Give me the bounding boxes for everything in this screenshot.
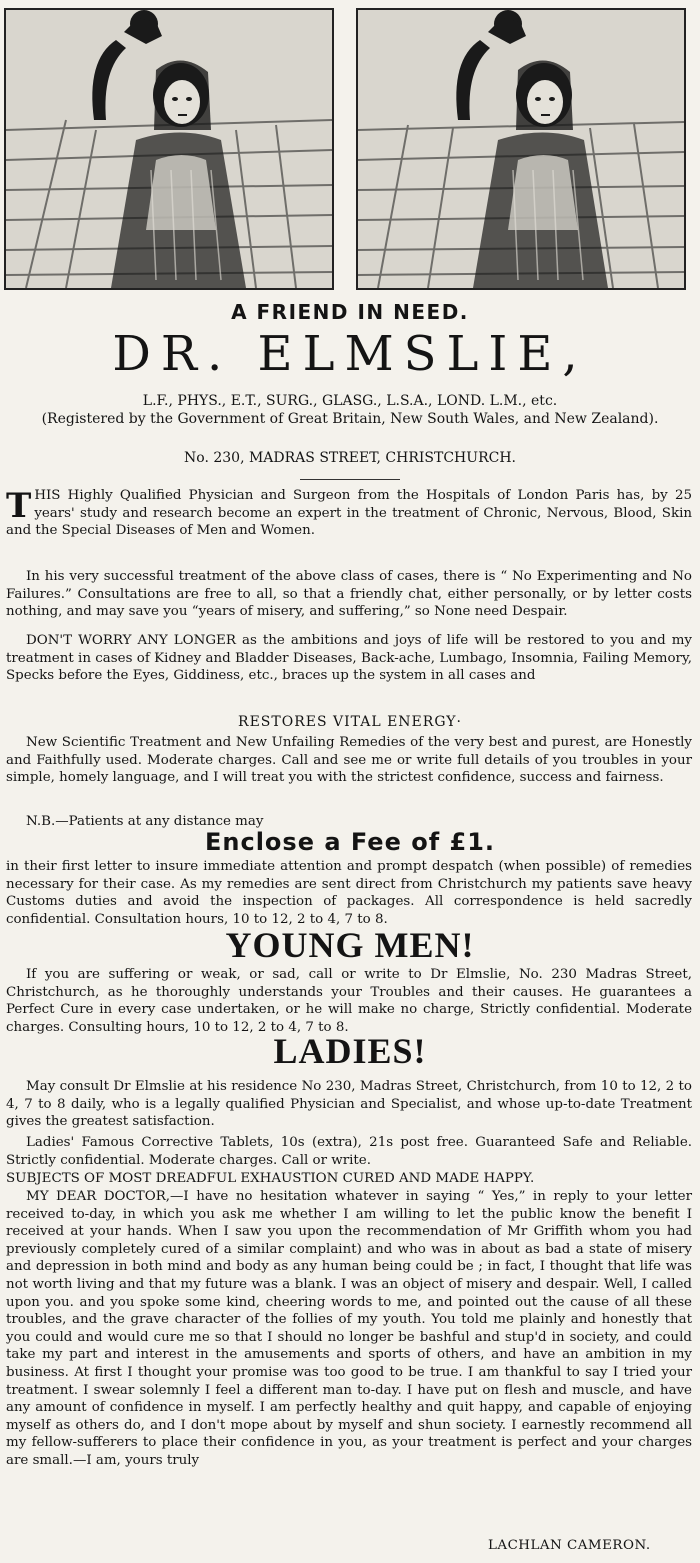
credentials-registration: (Registered by the Government of Great Britain, New South Wales, and New Zealand). — [41, 411, 659, 427]
paragraph-dont-worry: DON'T WORRY ANY LONGER as the ambitions and joys of life will be restored to you and my treatment in cases of Kidney and Bladder Diseases, Back-ache, Lumbago, Insomnia, Failing Memory, Specks before the Eyes, Giddiness, etc., braces up the system in all cases and — [6, 633, 692, 684]
illustration-woman-holding-lamp-left — [4, 8, 334, 290]
heading-ladies: LADIES! — [273, 1031, 427, 1071]
illustration-woman-holding-lamp-right — [356, 8, 686, 290]
testimonial-signature: LACHLAN CAMERON. — [488, 1538, 651, 1553]
doctor-name: DR. ELMSLIE, — [112, 326, 588, 382]
intro-paragraph — [6, 487, 692, 540]
subjects-heading: SUBJECTS OF MOST DREADFUL EXHAUSTION CURED AND MADE HAPPY. — [6, 1171, 535, 1186]
paragraph-first-letter: in their first letter to insure immediate attention and prompt despatch (when possible) of remedies necessary for their case. As my remedies are sent direct from Christchurch my patients save heavy Customs duties and avoid the inspection of packages. All correspondence is held sacredly confidential. Consultation hours, 10 to 12, 2 to 4, 7 to 8. — [6, 859, 692, 927]
testimonial-letter: MY DEAR DOCTOR,—I have no hesitation whatever in saying “ Yes,” in reply to your letter received to-day, in which you ask me whether I am willing to let the public know the benefit I received at your hands. When I saw you upon the recommendation of Mr Griffith whom you had previously completely cured of a similar complaint) and who was in about as bad a state of misery and depression in both mind and body as any human being could be ; in fact, I thought that life was not worth living and that my future was a blank. I was an object of misery and despair. Well, I called upon you. and you spoke some kind, cheering words to me, and pointed out the cause of all these troubles, and the grave character of the follies of my youth. You told me plainly and honestly that you could and would cure me so that I should no longer be bashful and stup'd in society, and could take my part and interest in the amusements and sports of others, and have an ambition in my business. At first I thought your promise was too good to be true. I am thankful to say I tried your treatment. I swear solemnly I feel a different man to-day. I have put on flesh and muscle, and have any amount of confidence in myself. I am perfectly healthy and quit happy, and capable of enjoying myself as others do, and I don't mope about by myself and shun society. I earnestly recommend all my fellow-sufferers to place their confidence in you, as your treatment is perfect and your charges are small.—I am, yours truly — [6, 1189, 692, 1468]
paragraph-no-experimenting: In his very successful treatment of the above class of cases, there is “ No Experimenting and No Failures.” Consultations are free to all, so that a friendly chat, either personally, or by letter costs nothing, and may save you “years of misery, and suffering,” so None need Despair. — [6, 569, 692, 620]
drop-cap: T — [6, 486, 32, 526]
divider-rule — [300, 479, 400, 480]
address: No. 230, MADRAS STREET, CHRISTCHURCH. — [184, 450, 516, 466]
headline: A FRIEND IN NEED. — [231, 300, 469, 324]
paragraph-young-men: If you are suffering or weak, or sad, call or write to Dr Elmslie, No. 230 Madras Street, Christchurch, as he thoroughly understands your Troubles and their causes. He guarantees a Perfect Cure in every case undertaken, or he will make no charge, Strictly confidential. Moderate charges. Consulting hours, 10 to 12, 2 to 4, 7 to 8. — [6, 967, 692, 1035]
paragraph-treatment: New Scientific Treatment and New Unfailing Remedies of the very best and purest, are Honestly and Faithfully used. Moderate charges. Call and see me or write full details of you troubles in your simple, homely language, and I will treat you with the strictest confidence, success and fairness. — [6, 735, 692, 786]
paragraph-corrective-tablets: Ladies' Famous Corrective Tablets, 10s (extra), 21s post free. Guaranteed Safe and Reliable. Strictly confidential. Moderate charges. Call or write. — [6, 1135, 692, 1168]
nb-note: N.B.—Patients at any distance may — [26, 814, 264, 829]
paragraph-ladies: May consult Dr Elmslie at his residence No 230, Madras Street, Christchurch, from 10 to 12, 2 to 4, 7 to 8 daily, who is a legally qualified Physician and Specialist, and whose up-to-date Treatment gives the greatest satisfaction. — [6, 1079, 692, 1130]
fee-heading: Enclose a Fee of £1. — [204, 828, 496, 856]
credentials-degrees: L.F., PHYS., E.T., SURG., GLASG., L.S.A., LOND. L.M., etc. — [142, 393, 558, 409]
intro-text: HIS Highly Qualified Physician and Surgeon from the Hospitals of London Paris has, by 25 years' study and research become an expert in the treatment of Chronic, Nervous, Blood, Skin and the Special Diseases of Men and Women. — [6, 488, 692, 539]
subhead-restores-vital-energy: RESTORES VITAL ENERGY· — [238, 714, 462, 730]
heading-young-men: YOUNG MEN! — [225, 925, 475, 965]
